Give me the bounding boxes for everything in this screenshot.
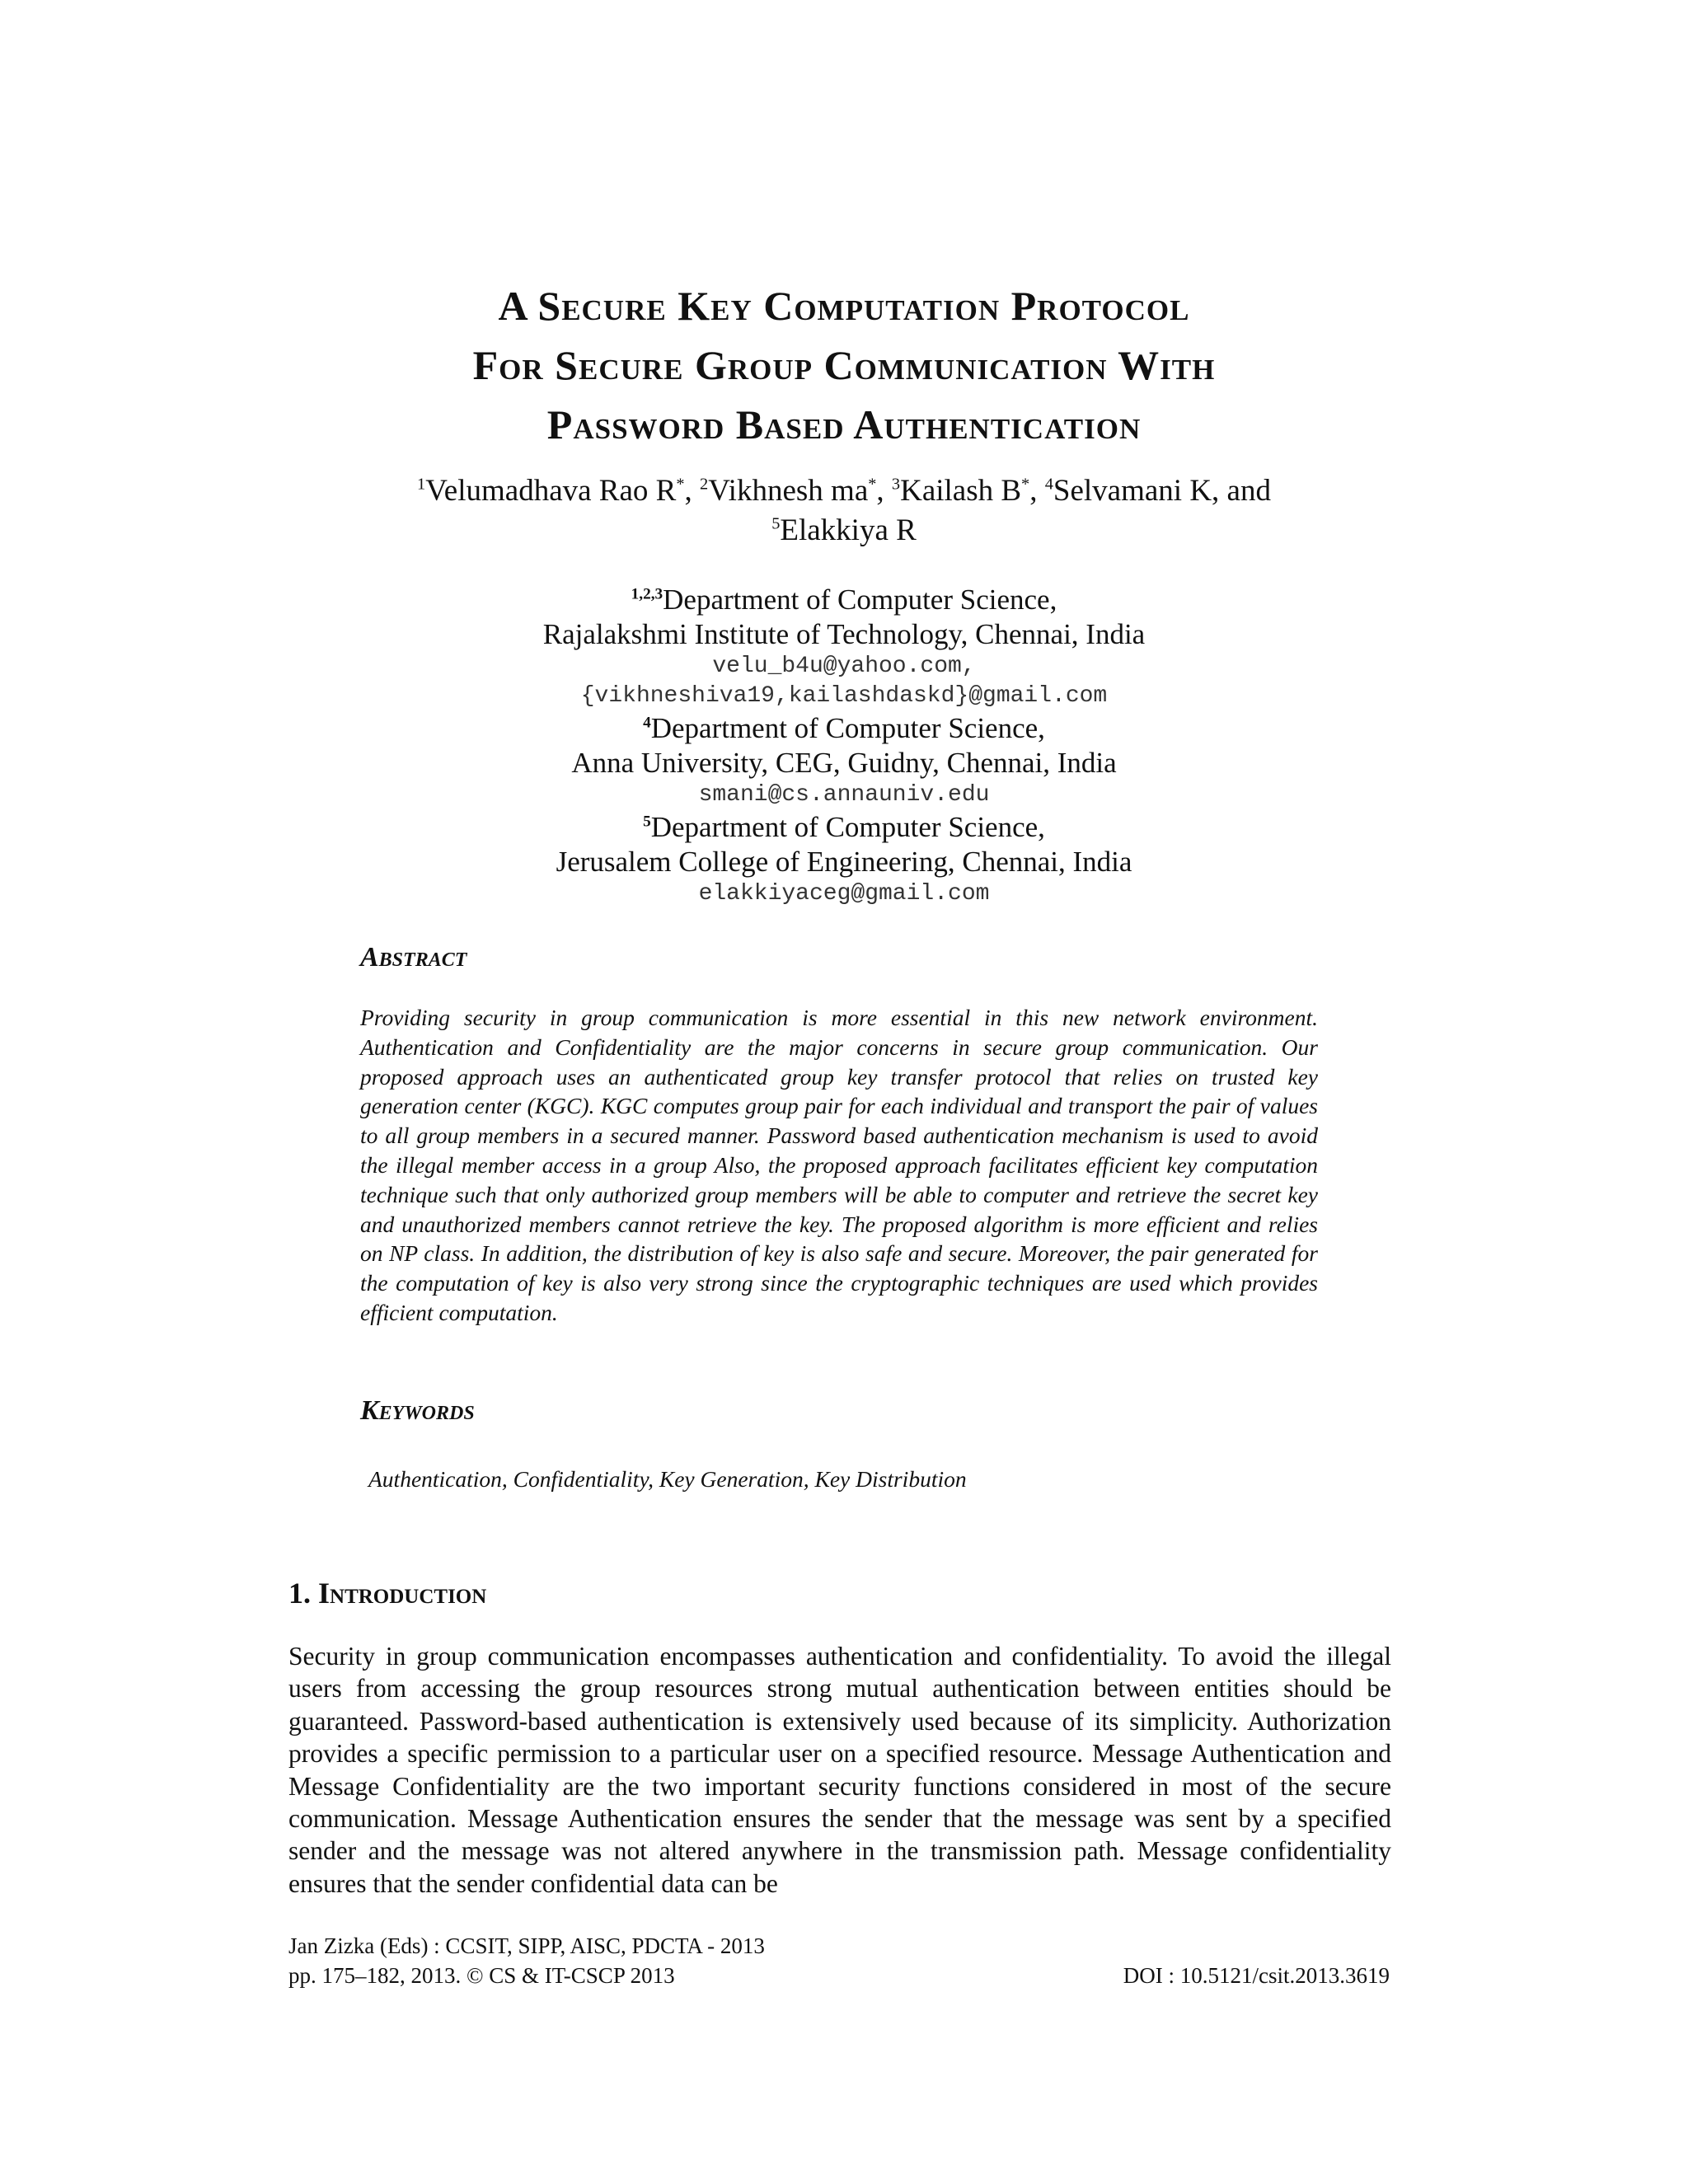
affiliation-index: 1,2,3: [631, 585, 663, 603]
footer-pages: pp. 175–182, 2013. © CS & IT-CSCP 2013: [288, 1963, 675, 1988]
author-name: Elakkiya R: [780, 513, 917, 547]
affiliation-email: smani@cs.annauniv.edu: [698, 782, 990, 808]
author-name: Kailash B: [900, 474, 1022, 508]
affiliation-dept: [247, 583, 1441, 617]
affiliation-institution: Anna University, CEG, Guidny, Chennai, India: [571, 747, 1117, 779]
footer-citation: [288, 1931, 765, 1990]
title-line-3: Password Based Authentication: [546, 401, 1142, 448]
affiliation-dept: [247, 711, 1441, 746]
affiliations: [247, 583, 1441, 909]
affiliation-institution: Jerusalem College of Engineering, Chennai, India: [556, 846, 1132, 878]
author-mark: *: [868, 475, 877, 494]
authors-line-2: [247, 511, 1441, 551]
dept-name: Department of Computer Science,: [650, 811, 1045, 843]
author-index: 4: [1044, 475, 1053, 494]
author-name: Vikhnesh ma: [708, 474, 869, 508]
title-line-2: For Secure Group Communication With: [472, 342, 1216, 388]
author-mark: *: [1021, 475, 1030, 494]
author-index: 2: [700, 475, 709, 494]
dept-name: Department of Computer Science,: [650, 712, 1045, 744]
title-line-1: A Secure Key Computation Protocol: [498, 283, 1190, 329]
author-name: Selvamani K, and: [1053, 474, 1271, 508]
author-index: 3: [891, 475, 901, 494]
affiliation-index: 5: [643, 813, 651, 831]
introduction-heading: 1. Introduction: [288, 1577, 487, 1610]
dept-name: Department of Computer Science,: [663, 583, 1057, 616]
footer-editors: Jan Zizka (Eds) : CCSIT, SIPP, AISC, PDCTA - 2013: [288, 1933, 765, 1958]
affiliation-email: velu_b4u@yahoo.com,: [712, 654, 976, 679]
author-list: [247, 471, 1441, 551]
abstract-body: Providing security in group communication is more essential in this new network environment. Authentication and Confidentiality are the major concerns in secure group communication. Our proposed approach uses an authenticated group key transfer protocol that relies on trusted key generation center (KGC). KGC computes group pair for each individual and transport the pair of values to all group members in a secured manner. Password based authentication mechanism is used to avoid the illegal member access in a group Also, the proposed approach facilitates efficient key computation technique such that only authorized group members will be able to computer and retrieve the secret key and unauthorized members cannot retrieve the key. The proposed algorithm is more efficient and relies on NP class. In addition, the distribution of key is also safe and secure. Moreover, the pair generated for the computation of key is also very strong since the cryptographic techniques are used which provides efficient computation.: [360, 1005, 1318, 1325]
author-mark: *: [676, 475, 685, 494]
author-name: Velumadhava Rao R: [425, 474, 677, 508]
author-index: 5: [771, 514, 781, 533]
affiliation-institution: Rajalakshmi Institute of Technology, Chennai, India: [542, 618, 1146, 650]
author-index: 1: [417, 475, 426, 494]
abstract-heading: Abstract: [360, 942, 467, 972]
keywords-heading: Keywords: [360, 1395, 475, 1426]
authors-line-1: $^1$Velumadhava Rao R*, $^2$Vikhnesh ma*, $^3$Kailash B*, $^4$Selvamani K, and: [417, 474, 1271, 508]
affiliation-email: {vikhneshiva19,kailashdaskd}@gmail.com: [580, 683, 1108, 709]
affiliation-email: elakkiyaceg@gmail.com: [698, 881, 990, 907]
footer-doi: DOI : 10.5121/csit.2013.3619: [1123, 1963, 1390, 1988]
introduction-body: Security in group communication encompasses authentication and confidentiality. To avoid the illegal users from accessing the group resources strong mutual authentication between entities should be guaranteed. Password-based authentication is extensively used because of its simplicity. Authorization provides a specific permission to a particular user on a specified resource. Message Authentication and Message Confidentiality are the two important security functions considered in most of the secure communication. Message Authentication ensures the sender that the message was sent by a specified sender and the message was not altered anywhere in the transmission path. Message confidentiality ensures that the sender confidential data can be: [288, 1642, 1391, 1898]
affiliation-dept: [247, 810, 1441, 845]
affiliation-index: 4: [643, 714, 651, 732]
keywords-body: Authentication, Confidentiality, Key Generation, Key Distribution: [368, 1466, 967, 1492]
paper-title: [247, 276, 1441, 454]
